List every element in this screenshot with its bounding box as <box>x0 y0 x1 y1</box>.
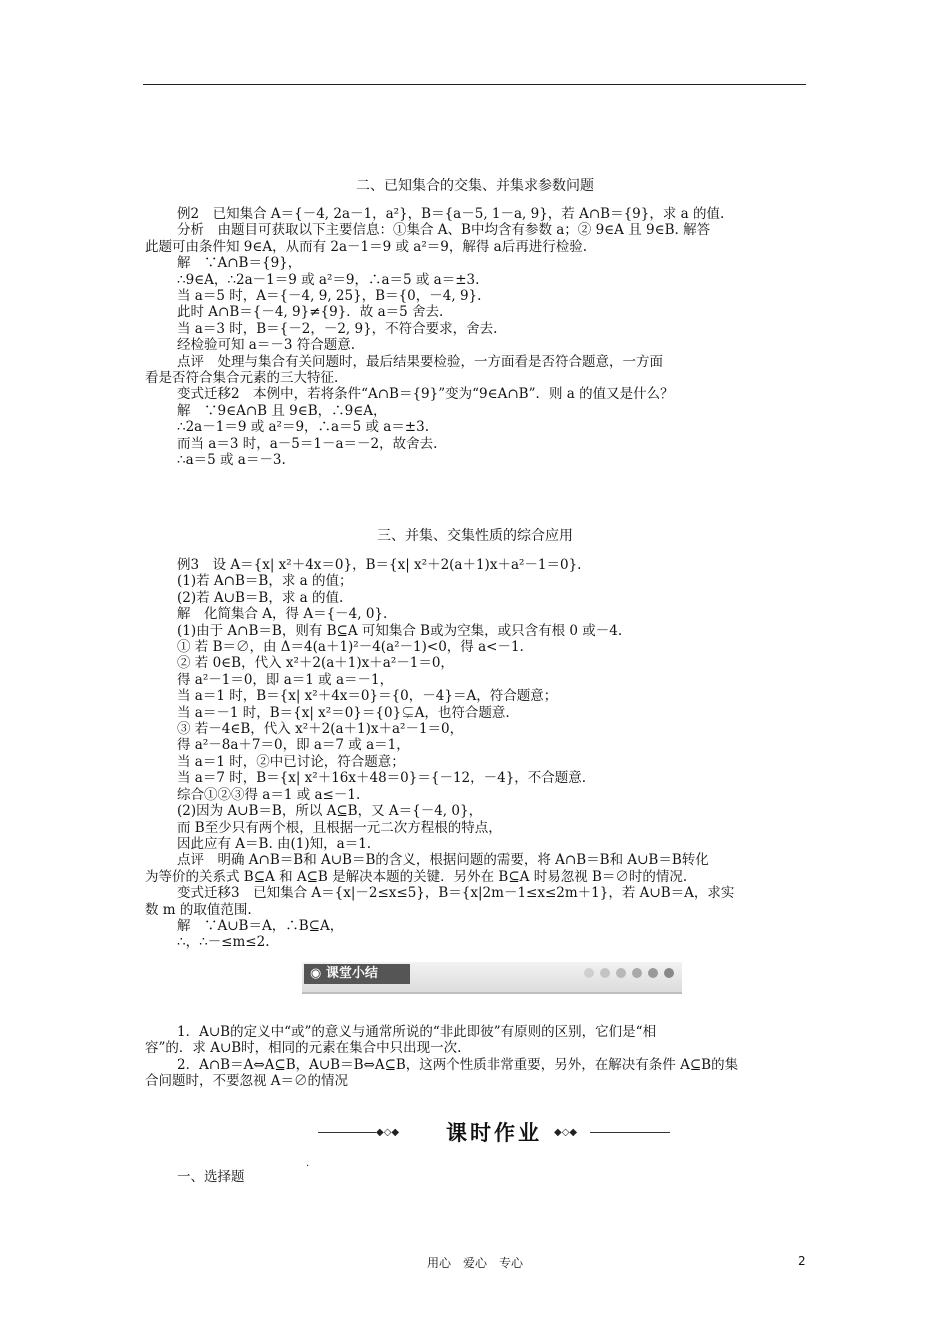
banner-dot <box>664 968 674 978</box>
example-2-statement: 例2 已知集合 A＝{－4, 2a－1，a²}，B＝{a－5, 1－a, 9}，若 A∩B＝{9}，求 a 的值. <box>177 206 725 222</box>
solution-line: 当 a＝7 时，B＝{x| x²＋16x＋48＝0}＝{－12，－4}，不合题意. <box>177 770 587 787</box>
solution-line: 此时 A∩B＝{－4, 9}≠{9}．故 a＝5 舍去. <box>177 304 444 321</box>
banner-dot <box>616 968 626 978</box>
variant-3-statement: 变式迁移3 已知集合 A＝{x|－2≤x≤5}，B＝{x|2m－1≤x≤2m＋1}，若 A∪B＝A，求实 <box>177 885 735 902</box>
header-rule <box>143 84 806 85</box>
example-3-part: (2)若 A∪B＝B，求 a 的值. <box>177 589 344 606</box>
summary-body <box>145 1024 810 1090</box>
homework-title: 课时作业 <box>446 1121 542 1145</box>
solution-line: 当 a＝1 时，②中已讨论，符合题意； <box>177 753 405 770</box>
variant-2-statement: 变式迁移2 本例中，若将条件“A∩B＝{9}”变为“9∈A∩B”．则 a 的值又是什么？ <box>177 386 674 403</box>
comment-line: 看是否符合集合元素的三大特征. <box>145 370 339 387</box>
summary-line: 2．A∩B＝A⇔A⊆B，A∪B＝B⇔A⊆B，这两个性质非常重要，另外，在解决有条件 A⊆B的集 <box>177 1056 739 1073</box>
banner-dots <box>584 968 674 978</box>
variant-solution-line: ∴，∴－≤m≤2. <box>177 934 270 951</box>
solution-line: 综合①②③得 a＝1 或 a≤－1. <box>177 786 361 803</box>
variant-solution-line: 解 ∵A∪B＝A，∴B⊆A， <box>177 917 344 934</box>
page-number: 2 <box>798 1254 806 1268</box>
banner-dot <box>648 968 658 978</box>
solution-line: 解 ∵A∩B＝{9}， <box>177 255 302 272</box>
solution-line: 而 B至少只有两个根，且根据一元二次方程根的特点， <box>177 819 502 836</box>
ornament-right-icon: ◆◇◆ <box>554 1127 578 1138</box>
comment-line: 为等价的关系式 B⊆A 和 A⊆B 是解决本题的关键．另外在 B⊆A 时易忽视 B＝∅时的情况. <box>145 868 688 885</box>
solution-line: (2)因为 A∪B＝B，所以 A⊆B，又 A＝{－4, 0}， <box>177 803 483 820</box>
solution-line: ② 若 0∈B，代入 x²＋2(a＋1)x＋a²－1＝0， <box>177 655 454 672</box>
variant-solution-line: 而当 a＝3 时，a－5＝1－a＝－2，故舍去. <box>177 435 438 452</box>
stray-dot: . <box>306 1158 310 1169</box>
summary-line: 1．A∪B的定义中“或”的意义与通常所说的“非此即彼”有原则的区别，它们是“相 <box>177 1024 657 1040</box>
ornament-line-right <box>590 1132 670 1133</box>
solution-line: 当 a＝3 时，B＝{－2，－2, 9}，不符合要求，舍去. <box>177 320 498 337</box>
analysis-line: 分析 由题目可获取以下主要信息：①集合 A、B中均含有参数 a；② 9∈A 且 9∈B. 解答 <box>177 222 711 239</box>
summary-line: 容”的．求 A∪B时，相同的元素在集合中只出现一次. <box>145 1040 462 1057</box>
banner-dot <box>600 968 610 978</box>
class-summary-banner <box>302 962 682 994</box>
class-summary-label: ◉ 课堂小结 <box>304 964 410 984</box>
variant-solution-line: ∴2a－1＝9 或 a²＝9，∴a＝5 或 a＝±3. <box>177 419 429 436</box>
solution-line: 当 a＝－1 时，B＝{x| x²＝0}＝{0}⊊A，也符合题意. <box>177 704 510 721</box>
summary-line: 合问题时，不要忽视 A＝∅的情况 <box>145 1073 349 1090</box>
banner-dot <box>632 968 642 978</box>
variant-solution-line: 解 ∵9∈A∩B 且 9∈B，∴9∈A， <box>177 402 387 419</box>
solution-line: 当 a＝1 时，B＝{x| x²＋4x＝0}＝{0，－4}＝A，符合题意； <box>177 688 558 705</box>
footer-motto: 用心 爱心 专心 <box>426 1256 523 1270</box>
solution-line: 解 化简集合 A，得 A＝{－4, 0}. <box>177 606 388 623</box>
solution-line: 经检验可知 a＝－3 符合题意. <box>177 337 356 354</box>
section-3-body <box>145 557 810 951</box>
section-3-heading: 三、并集、交集性质的综合应用 <box>377 528 573 544</box>
analysis-line: 此题可由条件知 9∈A，从而有 2a－1＝9 或 a²＝9，解得 a后再进行检验. <box>145 238 587 255</box>
variant-3-statement: 数 m 的取值范围. <box>145 901 252 918</box>
example-3-statement: 例3 设 A＝{x| x²＋4x＝0}，B＝{x| x²＋2(a＋1)x＋a²－1＝0}. <box>177 557 582 573</box>
solution-line: ③ 若－4∈B，代入 x²＋2(a＋1)x＋a²－1＝0， <box>177 721 464 738</box>
homework-body <box>145 1169 810 1185</box>
variant-solution-line: ∴a＝5 或 a＝－3. <box>177 452 286 469</box>
solution-line: 得 a²－1＝0，即 a＝1 或 a＝－1， <box>177 671 394 688</box>
ornament-line-left <box>318 1132 376 1133</box>
solution-line: 因此应有 A＝B. 由(1)知，a＝1. <box>177 835 372 852</box>
solution-line: 得 a²－8a＋7＝0，即 a＝7 或 a＝1， <box>177 737 410 754</box>
solution-line: ① 若 B＝∅，由 Δ＝4(a＋1)²－4(a²－1)<0，得 a<－1. <box>177 639 524 656</box>
solution-line: 当 a＝5 时，A＝{－4, 9, 25}，B＝{0，－4, 9}. <box>177 288 482 305</box>
section-2-heading: 二、已知集合的交集、并集求参数问题 <box>356 178 594 194</box>
section-2-body <box>145 206 810 469</box>
banner-dot <box>584 968 594 978</box>
solution-line: ∴9∈A，∴2a－1＝9 或 a²＝9，∴a＝5 或 a＝±3. <box>177 271 480 288</box>
comment-line: 点评 明确 A∩B＝B和 A∪B＝B的含义，根据问题的需要，将 A∩B＝B和 A∪B＝B转化 <box>177 852 709 869</box>
ornament-left-icon: ◆◇◆ <box>376 1127 400 1138</box>
homework-subheading: 一、选择题 <box>177 1169 245 1185</box>
homework-header <box>318 1120 670 1146</box>
example-3-part: (1)若 A∩B＝B，求 a 的值； <box>177 573 353 590</box>
comment-line: 点评 处理与集合有关问题时，最后结果要检验，一方面看是否符合题意，一方面 <box>177 353 663 370</box>
solution-line: (1)由于 A∩B＝B，则有 B⊆A 可知集合 B或为空集，或只含有根 0 或－4. <box>177 622 623 639</box>
